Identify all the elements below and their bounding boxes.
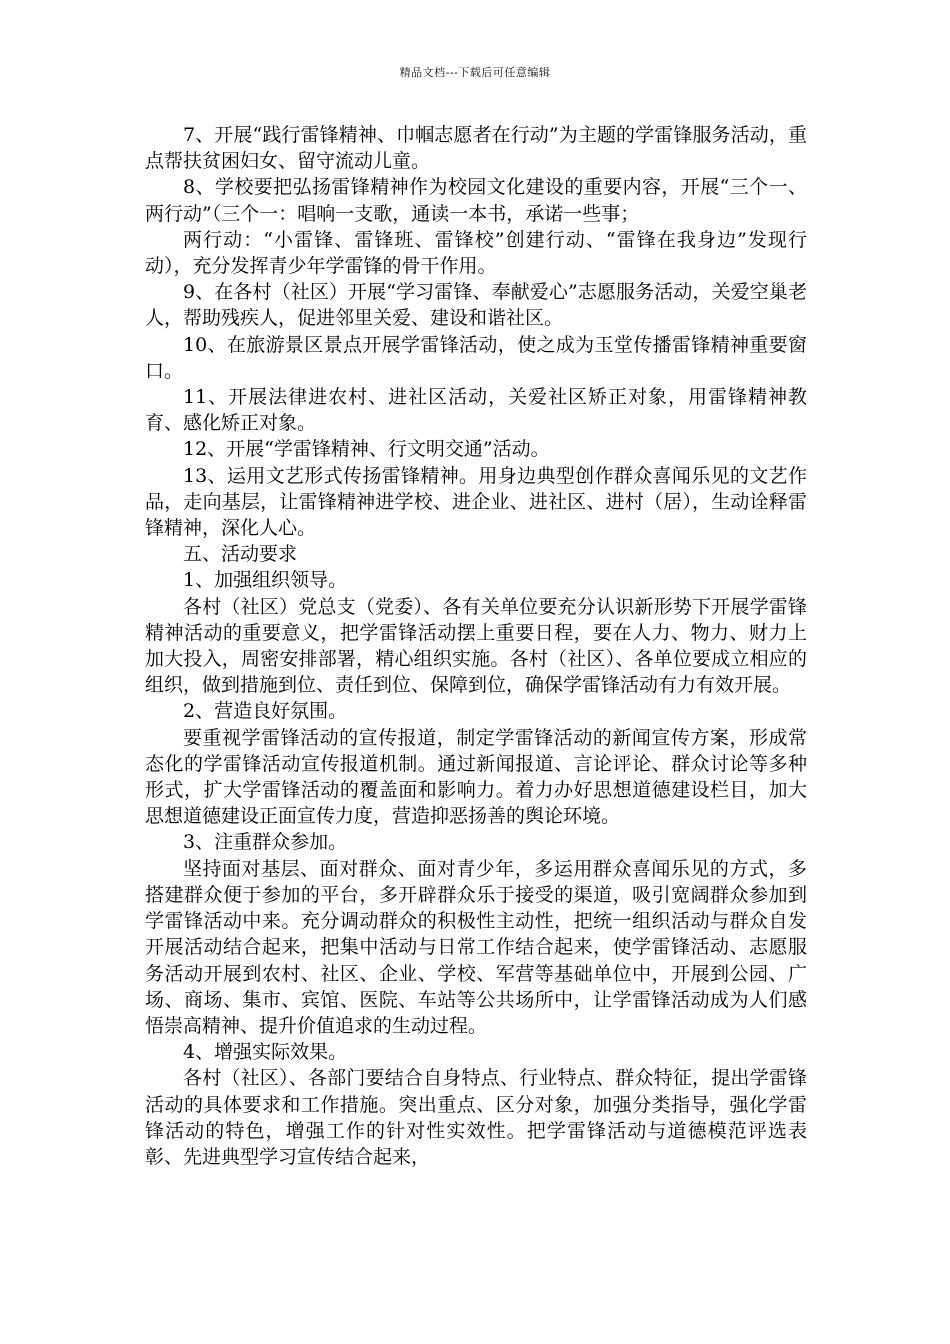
- paragraph-item-8: 8、学校要把弘扬雷锋精神作为校园文化建设的重要内容，开展“三个一、两行动”（三个一：唱响一支歌，通读一本书，承诺一些事；: [145, 176, 807, 225]
- paragraph-item-13: 13、运用文艺形式传扬雷锋精神。用身边典型创作群众喜闻乐见的文艺作品，走向基层，让雷锋精神进学校、进企业、进社区、进村（居），生动诠释雷锋精神，深化人心。: [145, 464, 807, 540]
- section-heading-requirements: 五、活动要求: [183, 543, 298, 566]
- subheading-organization: 1、加强组织领导。: [183, 569, 348, 592]
- paragraph-item-11: 11、开展法律进农村、进社区活动，关爱社区矫正对象，用雷锋精神教育、感化矫正对象。: [145, 386, 807, 435]
- subheading-effect: 4、增强实际效果。: [183, 1041, 348, 1064]
- paragraph-item-9: 9、在各村（社区）开展“学习雷锋、奉献爱心”志愿服务活动，关爱空巢老人，帮助残疾人，促进邻里关爱、建设和谐社区。: [145, 281, 807, 330]
- paragraph-two-actions: 两行动：“小雷锋、雷锋班、雷锋校”创建行动、“雷锋在我身边”发现行动），充分发挥青少年学雷锋的骨干作用。: [145, 228, 807, 278]
- subheading-atmosphere: 2、营造良好氛围。: [183, 700, 348, 723]
- paragraph-participation: 坚持面对基层、面对群众、面对青少年，多运用群众喜闻乐见的方式，多搭建群众便于参加的平台，多开辟群众乐于接受的渠道，吸引宽阔群众参加到学雷锋活动中来。充分调动群众的积极性主动性，把统一组织活动与群众自发开展活动结合起来，把集中活动与日常工作结合起来，使学雷锋活动、志愿服务活动开展到农村、社区、企业、学校、军营等基础单位中，开展到公园、广场、商场、集市、宾馆、医院、车站等公共场所中，让学雷锋活动成为人们感悟崇高精神、提升价值追求的生动过程。: [145, 857, 807, 1037]
- paragraph-organization: 各村（社区）党总支（党委）、各有关单位要充分认识新形势下开展学雷锋精神活动的重要意义，把学雷锋活动摆上重要日程，要在人力、物力、财力上加大投入，周密安排部署，精心组织实施。各村（社区）、各单位要成立相应的组织，做到措施到位、责任到位、保障到位，确保学雷锋活动有力有效开展。: [145, 595, 807, 697]
- paragraph-item-7: 7、开展“践行雷锋精神、巾帼志愿者在行动”为主题的学雷锋服务活动，重点帮扶贫困妇女、留守流动儿童。: [145, 124, 807, 173]
- paragraph-effect: 各村（社区）、各部门要结合自身特点、行业特点、群众特征，提出学雷锋活动的具体要求和工作措施。突出重点、区分对象，加强分类指导，强化学雷锋活动的特色，增强工作的针对性实效性。把学雷锋活动与道德模范评选表彰、先进典型学习宣传结合起来，: [145, 1067, 807, 1168]
- subheading-participation: 3、注重群众参加。: [183, 831, 348, 854]
- paragraph-item-12: 12、开展“学雷锋精神、行文明交通”活动。: [183, 438, 550, 461]
- paragraph-item-10: 10、在旅游景区景点开展学雷锋活动，使之成为玉堂传播雷锋精神重要窗口。: [145, 333, 807, 382]
- paragraph-atmosphere: 要重视学雷锋活动的宣传报道，制定学雷锋活动的新闻宣传方案，形成常态化的学雷锋活动宣传报道机制。通过新闻报道、言论评论、群众讨论等多种形式，扩大学雷锋活动的覆盖面和影响力。着力办好思想道德建设栏目，加大思想道德建设正面宣传力度，营造抑恶扬善的舆论环境。: [145, 726, 807, 828]
- document-body: [145, 122, 807, 1170]
- page-header: 精品文档---下载后可任意编辑: [399, 66, 551, 79]
